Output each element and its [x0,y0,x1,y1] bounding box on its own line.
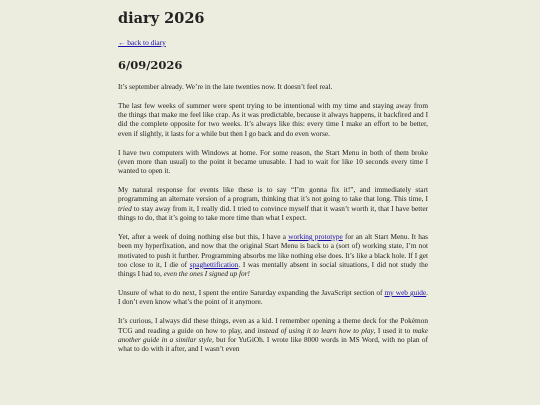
site-title: diary 2026 [118,10,205,27]
paragraph-6-text-a: Unsure of what to do next, I spent the entire Saturday expanding the JavaScript section of [118,288,385,298]
web-guide-link[interactable]: my web guide [384,288,427,298]
paragraph-7-text-a: It’s curious, I always did these things, even as a kid. I remember opening a theme deck for the Pokémon TCG and reading a guide on how to play, and [118,316,428,335]
paragraph-4-text-b: to stay away from it, I really did. I tried to convince myself that it wasn’t worth it, that I have better things to do, that it’s going to take more time than what I expect. [118,203,428,223]
paragraph-4-text-a: My natural response for events like these is to say “I’m gonna fix it!”, and immediately start programming an alternate version of a program, thinking that it’s not going to take that long. This time, I [118,185,428,204]
spaghettification-link[interactable]: spaghettification [189,259,239,269]
back-to-diary-link[interactable]: ← back to diary [118,38,166,47]
paragraph-2: The last few weeks of summer were spent trying to be intentional with my time and staying away from the things that make me feel like crap. As it was predictable, because it always happens, it backfired and I did the complete opposite for two weeks. It’s always like this: every time I make an effort to be better, even if slightly, it lasts for a while but then I go back and do even worse. [118,100,428,138]
paragraph-1: It’s september already. We’re in the late twenties now. It doesn’t feel real. [118,82,333,91]
paragraph-6 [118,288,428,307]
paragraph-3: I have two computers with Windows at home. For some reason, the Start Menu in both of them broke (even more than usual) to the point it became unusable. I had to wait for like 10 seconds every time I wanted to open it. [118,147,428,176]
paragraph-7-text-b: , I used it to [373,325,413,335]
post-body [118,82,428,363]
paragraph-5-emphasis: even the ones I signed up for! [163,269,250,279]
post-date-heading: 6/09/2026 [118,58,183,72]
paragraph-7 [118,316,428,353]
paragraph-4 [118,185,428,222]
paragraph-5 [118,232,428,278]
paragraph-7-emphasis-2: make another guide in a similar style [118,325,428,344]
paragraph-7-emphasis-1: instead of using it to learn how to play [257,325,374,335]
paragraph-5-text-b: for an alt Start Menu. It has been my hyperfixation, and now that the original Start Menu is back to a (sort of) working state, I’m not motivated to push it further. Programming absorbs me like nothing else does. It’s like a black hole. If I get too close to it, I die of [118,231,428,269]
paragraph-4-emphasis: tried [118,203,132,213]
paragraph-5-text-c: . I was mentally absent in social situations, I did not study the things I had to, [118,259,428,279]
paragraph-6-text-b: . I don’t even know what’s the point of it anymore. [118,288,428,307]
working-prototype-link[interactable]: working prototype [288,231,343,241]
paragraph-5-text-a: Yet, after a week of doing nothing else but this, I have a [118,231,289,241]
paragraph-7-text-c: , but for YuGiOh. I wrote like 8000 words in MS Word, with no plan of what to do with it after, and I wasn’t even [118,334,428,354]
